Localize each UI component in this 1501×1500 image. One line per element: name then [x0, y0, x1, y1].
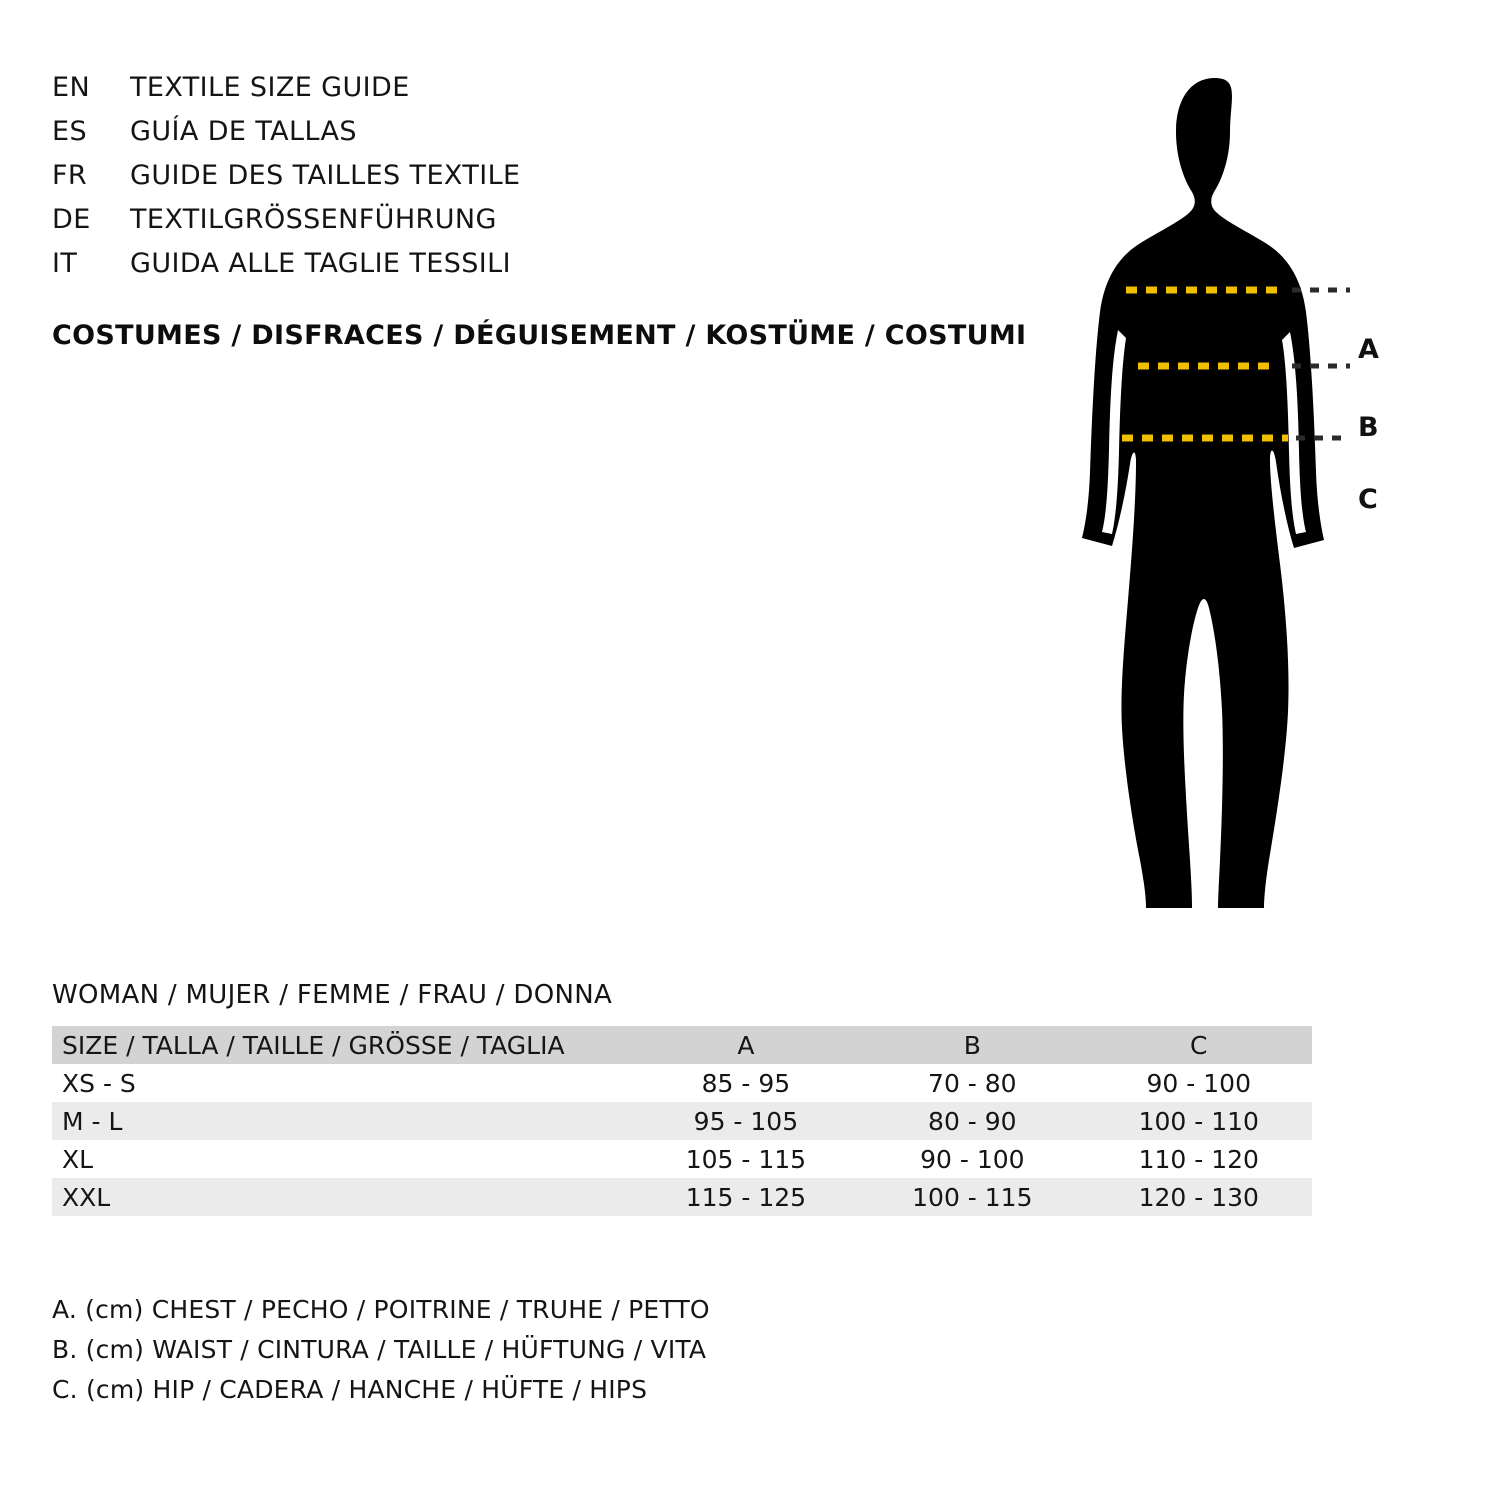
marker-label-a: A [1358, 334, 1379, 365]
cell-c: 120 - 130 [1086, 1178, 1312, 1216]
table-row [52, 1178, 1312, 1216]
column-header-a: A [633, 1026, 859, 1064]
language-code: FR [52, 160, 88, 191]
table-row [52, 1064, 1312, 1102]
language-row-de [52, 204, 1052, 248]
size-guide-header [52, 72, 1052, 351]
language-row-en [52, 72, 1052, 116]
legend-line-c: C. (cm) HIP / CADERA / HANCHE / HÜFTE / HIPS [52, 1375, 648, 1404]
cell-a: 105 - 115 [633, 1140, 859, 1178]
cell-a: 115 - 125 [633, 1178, 859, 1216]
cell-a: 85 - 95 [633, 1064, 859, 1102]
language-code: DE [52, 204, 91, 235]
table-header-row [52, 1026, 1312, 1064]
language-title: TEXTILE SIZE GUIDE [130, 72, 410, 103]
marker-label-b: B [1358, 412, 1379, 443]
language-title: TEXTILGRÖSSENFÜHRUNG [130, 204, 497, 235]
language-title: GUIDE DES TAILLES TEXTILE [130, 160, 521, 191]
language-code: IT [52, 248, 78, 279]
language-row-es [52, 116, 1052, 160]
cell-c: 110 - 120 [1086, 1140, 1312, 1178]
cell-a: 95 - 105 [633, 1102, 859, 1140]
column-header-c: C [1086, 1026, 1312, 1064]
cell-b: 90 - 100 [859, 1140, 1085, 1178]
legend-line-a: A. (cm) CHEST / PECHO / POITRINE / TRUHE / PETTO [52, 1295, 710, 1324]
size-table-block [52, 980, 1362, 1216]
language-code: ES [52, 116, 87, 147]
table-row [52, 1102, 1312, 1140]
cell-b: 100 - 115 [859, 1178, 1085, 1216]
column-header-b: B [859, 1026, 1085, 1064]
cell-size: XL [52, 1140, 633, 1178]
cell-c: 90 - 100 [1086, 1064, 1312, 1102]
language-row-fr [52, 160, 1052, 204]
cell-c: 100 - 110 [1086, 1102, 1312, 1140]
cell-size: XXL [52, 1178, 633, 1216]
cell-b: 70 - 80 [859, 1064, 1085, 1102]
table-caption: WOMAN / MUJER / FEMME / FRAU / DONNA [52, 980, 613, 1010]
cell-size: XS - S [52, 1064, 633, 1102]
language-title: GUÍA DE TALLAS [130, 116, 357, 147]
woman-silhouette-icon [1040, 60, 1460, 940]
legend-line-b: B. (cm) WAIST / CINTURA / TAILLE / HÜFTUNG / VITA [52, 1335, 707, 1364]
table-row [52, 1140, 1312, 1178]
language-title: GUIDA ALLE TAGLIE TESSILI [130, 248, 511, 279]
measurement-legend [52, 1290, 1152, 1410]
column-header-size: SIZE / TALLA / TAILLE / GRÖSSE / TAGLIA [52, 1026, 633, 1064]
woman-figure-diagram [1040, 60, 1460, 940]
section-title: COSTUMES / DISFRACES / DÉGUISEMENT / KOSTÜME / COSTUMI [52, 320, 1027, 351]
marker-label-c: C [1358, 484, 1378, 515]
size-table [52, 1026, 1312, 1216]
cell-size: M - L [52, 1102, 633, 1140]
cell-b: 80 - 90 [859, 1102, 1085, 1140]
language-code: EN [52, 72, 91, 103]
language-row-it [52, 248, 1052, 292]
